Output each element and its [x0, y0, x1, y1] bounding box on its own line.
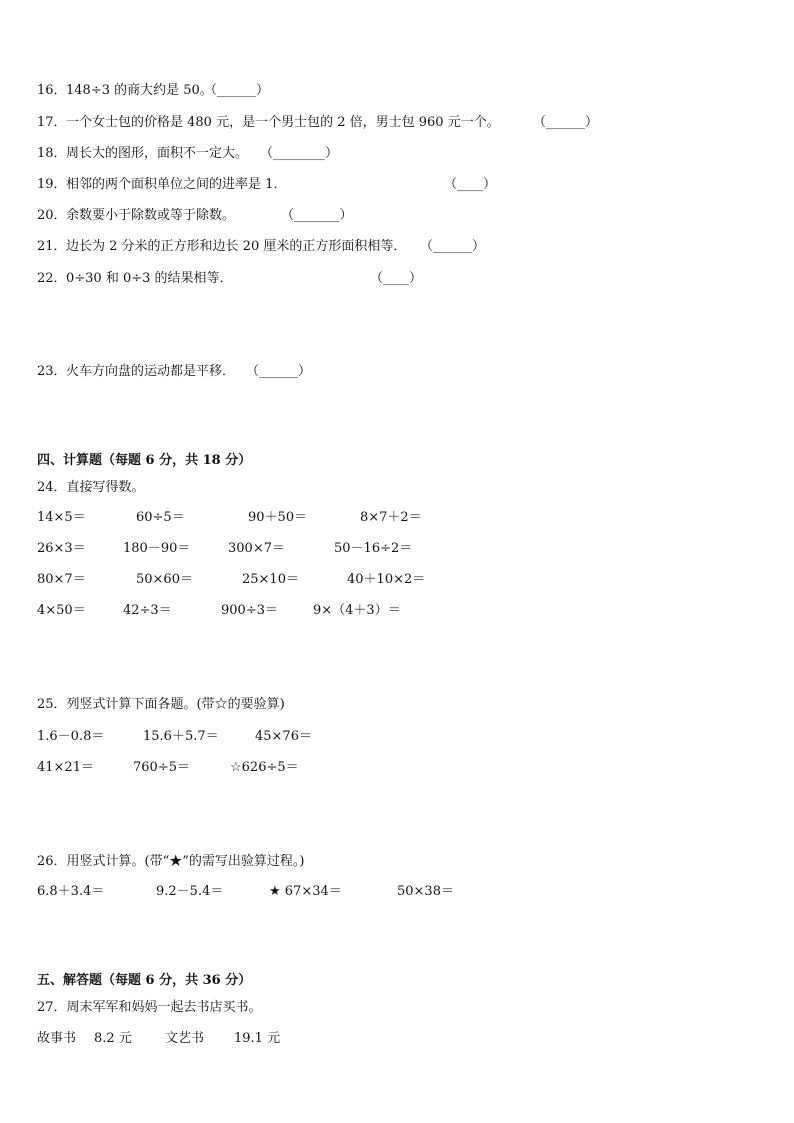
calc-item: 9×（4＋3）＝ [313, 603, 401, 618]
calc-item: ★ 67×34＝ [269, 884, 342, 899]
calc-row-2 [0, 538, 794, 560]
answer-blank[interactable]: （____） [444, 177, 497, 192]
answer-blank[interactable]: （______） [420, 239, 486, 254]
calc-item: 40＋10×2＝ [347, 572, 426, 587]
item-price: 19.1 元 [234, 1031, 281, 1046]
question-number: 23． [37, 364, 67, 379]
calc-item: 4×50＝ [37, 603, 86, 618]
question-24-title [0, 477, 794, 499]
calc-row-3 [0, 569, 794, 591]
question-26-title [0, 851, 794, 873]
section-5-heading [0, 970, 794, 992]
answer-blank[interactable]: （______） [246, 364, 312, 379]
question-text: 火车方向盘的运动都是平移． [66, 364, 236, 379]
item-price: 8.2 元 [94, 1031, 132, 1046]
calc-item: 1.6－0.8＝ [37, 729, 105, 744]
question-27-title [0, 997, 794, 1019]
question-number: 21． [37, 239, 67, 254]
calc-row-1 [0, 507, 794, 529]
calc-item: 50×38＝ [397, 884, 454, 899]
vertical-calc-row-3 [0, 881, 794, 903]
calc-item: 14×5＝ [37, 510, 86, 525]
question-text: 周长大的图形，面积不一定大。 [66, 146, 249, 161]
calc-item: 300×7＝ [228, 541, 285, 556]
question-number: 16． [37, 83, 67, 98]
calc-item: 180－90＝ [123, 541, 191, 556]
question-text: 余数要小于除数或等于除数。 [66, 208, 236, 223]
answer-blank[interactable]: （____） [370, 271, 423, 286]
calc-item: 760÷5＝ [133, 760, 190, 775]
question-text: 148÷3 的商大约是 50。 [66, 83, 213, 98]
answer-blank[interactable]: （______） [204, 83, 270, 98]
question-number: 18． [37, 146, 67, 161]
answer-blank[interactable]: （________） [260, 146, 339, 161]
calc-item: 80×7＝ [37, 572, 86, 587]
calc-item: 6.8＋3.4＝ [37, 884, 105, 899]
question-text: 27．周末军军和妈妈一起去书店买书。 [37, 1000, 262, 1015]
question-17 [0, 112, 794, 134]
question-text: 相邻的两个面积单位之间的进率是 1． [66, 177, 287, 192]
question-text: 一个女士包的价格是 480 元，是一个男士包的 2 倍，男士包 960 元一个。 [66, 115, 500, 130]
section-4-heading [0, 450, 794, 472]
calc-item: 26×3＝ [37, 541, 86, 556]
calc-item: 90＋50＝ [248, 510, 308, 525]
calc-item: 15.6＋5.7＝ [143, 729, 219, 744]
vertical-calc-row-2 [0, 757, 794, 779]
question-text: 25．列竖式计算下面各题。(带☆的要验算) [37, 697, 285, 712]
answer-blank[interactable]: （_______） [281, 208, 353, 223]
calc-item: 45×76＝ [255, 729, 312, 744]
calc-item: 42÷3＝ [123, 603, 172, 618]
question-19 [0, 174, 794, 196]
answer-blank[interactable]: （______） [533, 115, 599, 130]
question-text: 边长为 2 分米的正方形和边长 20 厘米的正方形面积相等． [66, 239, 407, 254]
question-text: 26．用竖式计算。(带“★”的需写出验算过程。) [37, 854, 305, 869]
question-23 [0, 361, 794, 383]
calc-item: 900÷3＝ [221, 603, 278, 618]
question-number: 20． [37, 208, 67, 223]
calc-row-4 [0, 600, 794, 622]
question-number: 17． [37, 115, 67, 130]
question-18 [0, 143, 794, 165]
calc-item: 8×7＋2＝ [360, 510, 422, 525]
price-list [0, 1028, 794, 1050]
calc-item: 9.2－5.4＝ [156, 884, 224, 899]
calc-item: ☆626÷5＝ [230, 760, 299, 775]
question-number: 22． [37, 271, 67, 286]
item-name: 故事书 [37, 1031, 77, 1046]
calc-item: 50－16÷2＝ [334, 541, 413, 556]
question-16 [0, 80, 794, 102]
section-heading-text: 四、计算题（每题 6 分，共 18 分） [37, 453, 252, 468]
question-20 [0, 205, 794, 227]
item-name: 文艺书 [165, 1031, 205, 1046]
question-21 [0, 236, 794, 258]
calc-item: 60÷5＝ [136, 510, 185, 525]
question-text: 24．直接写得数。 [37, 480, 145, 495]
calc-item: 41×21＝ [37, 760, 94, 775]
question-22 [0, 268, 794, 290]
vertical-calc-row-1 [0, 726, 794, 748]
question-25-title [0, 694, 794, 716]
question-number: 19． [37, 177, 67, 192]
question-text: 0÷30 和 0÷3 的结果相等． [66, 271, 233, 286]
calc-item: 50×60＝ [136, 572, 193, 587]
section-heading-text: 五、解答题（每题 6 分，共 36 分） [37, 973, 252, 988]
calc-item: 25×10＝ [242, 572, 299, 587]
